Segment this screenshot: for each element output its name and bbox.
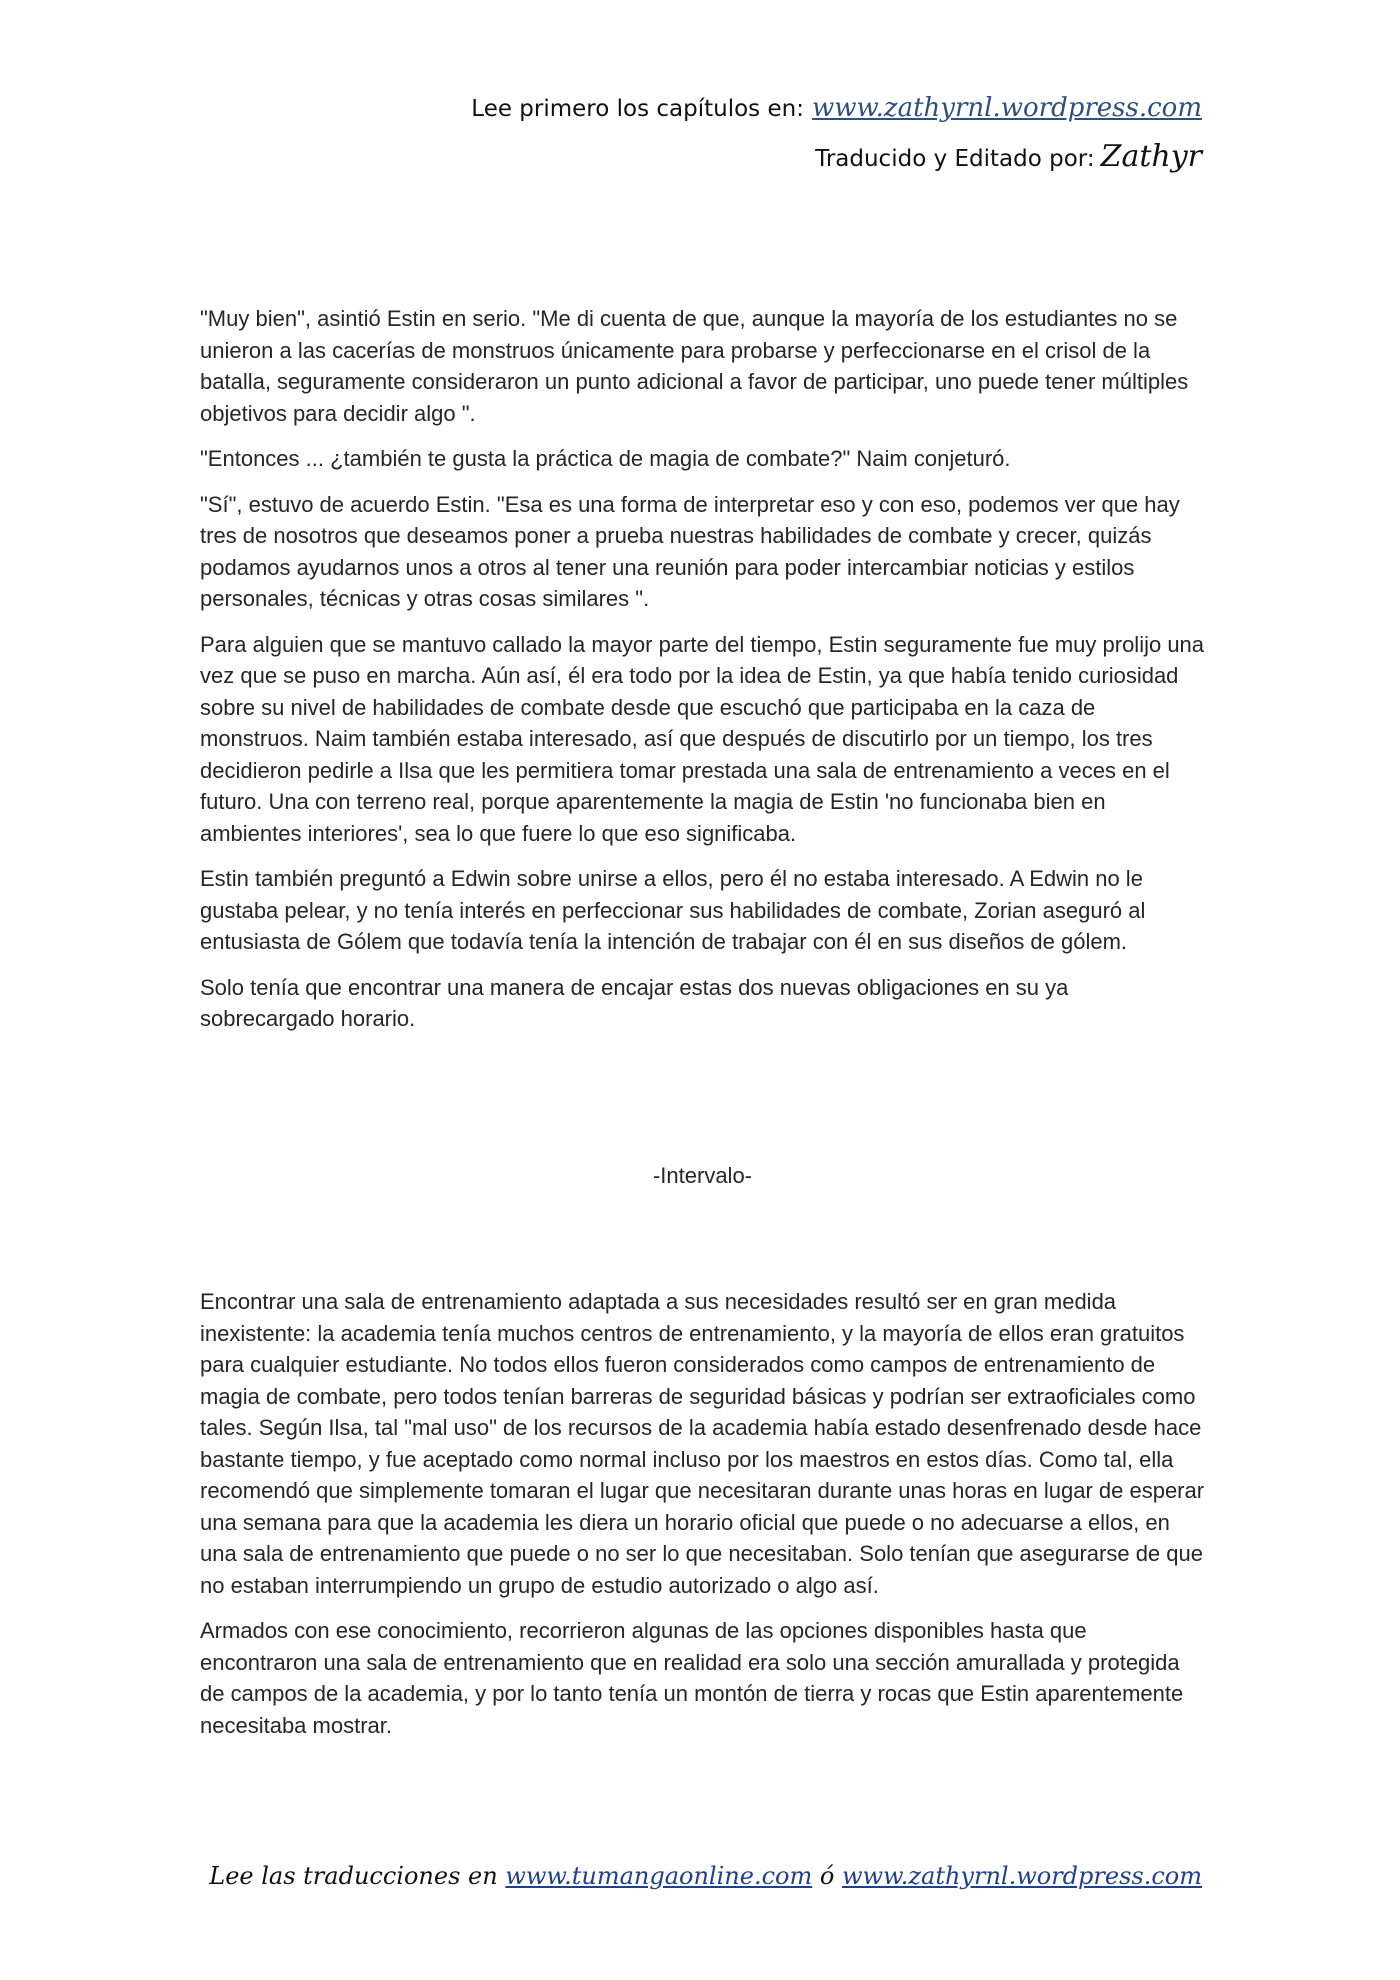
- footer-link-tumangaonline[interactable]: www.tumangaonline.com: [505, 1862, 813, 1890]
- translated-label: Traducido y Editado por:: [815, 146, 1095, 172]
- read-first-label: Lee primero los capítulos en:: [471, 96, 804, 122]
- paragraph: Estin también preguntó a Edwin sobre unirse a ellos, pero él no estaba interesado. A Edwin no le gustaba pelear, y no tenía interés en perfeccionar sus habilidades de combate, Zorian aseguró al entusiasta de Gólem que todavía tenía la intención de trabajar con él en sus diseños de gólem.: [200, 866, 1146, 954]
- read-first-link[interactable]: www.zathyrnl.wordpress.com: [811, 93, 1202, 123]
- paragraph: Armados con ese conocimiento, recorrieron algunas de las opciones disponibles hasta que encontraron una sala de entrenamiento que en realidad era solo una sección amurallada y protegida de campos de la academia, y por lo tanto tenía un montón de tierra y rocas que Estin aparentemente necesitaba mostrar.: [200, 1618, 1184, 1738]
- paragraph: "Entonces ... ¿también te gusta la práctica de magia de combate?" Naim conjeturó.: [200, 446, 1011, 471]
- paragraph: Para alguien que se mantuvo callado la mayor parte del tiempo, Estin seguramente fue muy prolijo una vez que se puso en marcha. Aún así, él era todo por la idea de Estin, ya que había tenido curiosidad sobre su nivel de habilidades de combate desde que escuchó que participaba en la caza de monstruos. Naim también estaba interesado, así que después de discutirlo por un tiempo, los tres decidieron pedirle a Ilsa que les permitiera tomar prestada una sala de entrenamiento a veces en el futuro. Una con terreno real, porque aparentemente la magia de Estin 'no funcionaba bien en ambientes interiores', sea lo que fuere lo que eso significaba.: [200, 631, 1205, 846]
- footer-link-zathyrnl[interactable]: www.zathyrnl.wordpress.com: [841, 1862, 1202, 1890]
- paragraph: "Sí", estuvo de acuerdo Estin. "Esa es una forma de interpretar eso y con eso, podemos ver que hay tres de nosotros que deseamos poner a prueba nuestras habilidades de combate y crecer, quizás podamos ayudarnos unos a otros al tener una reunión para poder intercambiar noticias y estilos personales, técnicas y otras cosas similares ".: [200, 491, 1180, 611]
- page-header: [471, 88, 1202, 179]
- translator-signature: Zathyr: [1100, 139, 1202, 174]
- main-text: [200, 303, 1205, 1049]
- paragraph: "Muy bien", asintió Estin en serio. "Me di cuenta de que, aunque la mayoría de los estudiantes no se unieron a las cacerías de monstruos únicamente para probarse y perfeccionarse en el crisol de la batalla, seguramente consideraron un punto adicional a favor de participar, uno puede tener múltiples objetivos para decidir algo ".: [200, 306, 1189, 426]
- paragraph: Solo tenía que encontrar una manera de encajar estas dos nuevas obligaciones en su ya sobrecargado horario.: [200, 974, 1069, 1031]
- header-credits: [471, 137, 1202, 179]
- section-break: -Intervalo-: [652, 1163, 753, 1188]
- main-text-continued: [200, 1286, 1205, 1755]
- header-read-first: [471, 88, 1202, 129]
- footer-separator: ó: [819, 1862, 835, 1890]
- page-footer: [209, 1862, 1202, 1890]
- footer-read-label: Lee las traducciones en: [209, 1862, 498, 1890]
- paragraph: Encontrar una sala de entrenamiento adaptada a sus necesidades resultó ser en gran medida inexistente: la academia tenía muchos centros de entrenamiento, y la mayoría de ellos eran gratuitos para cualquier estudiante. No todos ellos fueron considerados como campos de entrenamiento de magia de combate, pero todos tenían barreras de seguridad básicas y podrían ser extraoficiales como tales. Según Ilsa, tal "mal uso" de los recursos de la academia había estado desenfrenado desde hace bastante tiempo, y fue aceptado como normal incluso por los maestros en estos días. Como tal, ella recomendó que simplemente tomaran el lugar que necesitaran durante unas horas en lugar de esperar una semana para que la academia les diera un horario oficial que puede o no adecuarse a ellos, en una sala de entrenamiento que puede o no ser lo que necesitaban. Solo tenían que asegurarse de que no estaban interrumpiendo un grupo de estudio autorizado o algo así.: [200, 1289, 1205, 1598]
